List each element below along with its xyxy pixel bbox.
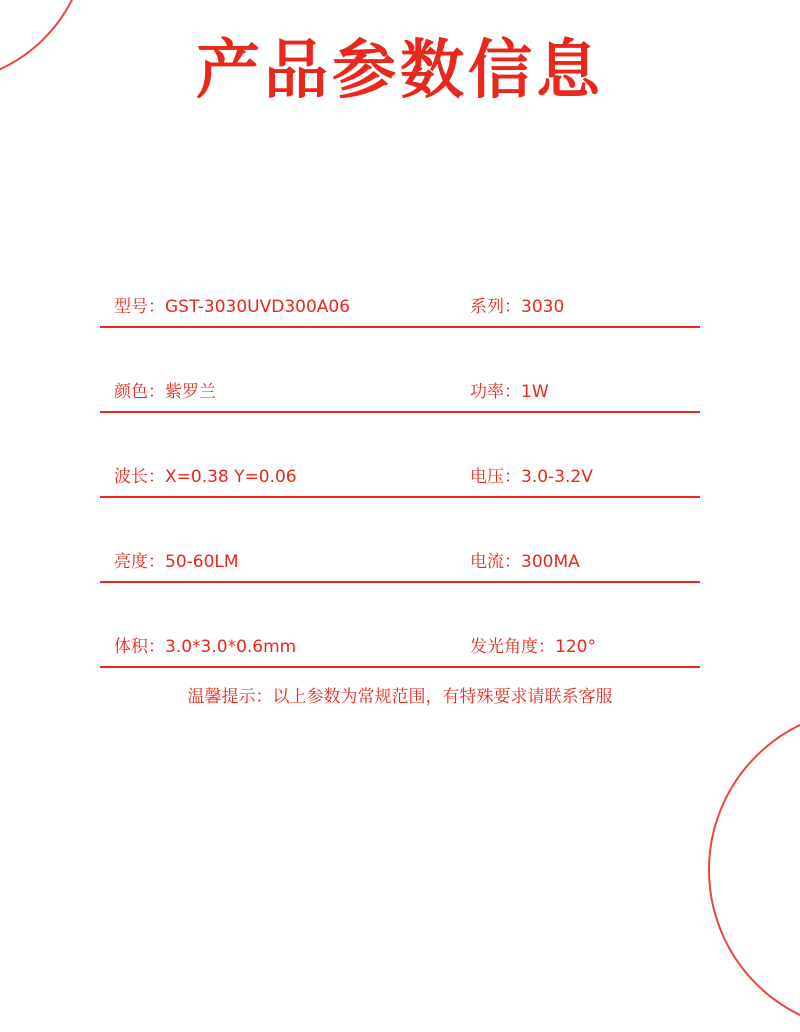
- spec-value-model: GST-3030UVD300A06: [165, 297, 351, 317]
- spec-value-brightness: 50-60LM: [165, 552, 239, 572]
- spec-cell-dimensions: [100, 632, 460, 666]
- spec-value-series: 3030: [521, 297, 565, 317]
- spec-label-voltage: 电压：: [470, 467, 521, 487]
- spec-label-model: 型号：: [114, 297, 165, 317]
- spec-value-voltage: 3.0-3.2V: [521, 467, 593, 487]
- spec-label-wavelength: 波长：: [114, 467, 165, 487]
- footer-note: 温馨提示：以上参数为常规范围，有特殊要求请联系客服: [187, 687, 613, 707]
- table-row: [100, 583, 700, 668]
- spec-value-power: 1W: [521, 382, 549, 402]
- spec-value-current: 300MA: [521, 552, 580, 572]
- spec-label-power: 功率：: [470, 382, 521, 402]
- spec-label-dimensions: 体积：: [114, 637, 165, 657]
- table-row: [100, 413, 700, 498]
- spec-cell-beam-angle: [460, 632, 700, 666]
- spec-label-series: 系列：: [470, 297, 521, 317]
- spec-label-color: 颜色：: [114, 382, 165, 402]
- table-row: [100, 328, 700, 413]
- table-row: [100, 243, 700, 328]
- spec-cell-power: [460, 377, 700, 411]
- spec-value-dimensions: 3.0*3.0*0.6mm: [165, 637, 297, 657]
- spec-cell-voltage: [460, 462, 700, 496]
- spec-value-beam-angle: 120°: [555, 637, 596, 657]
- spec-value-color: 紫罗兰: [165, 382, 216, 402]
- spec-cell-series: [460, 292, 700, 326]
- spec-cell-color: [100, 377, 460, 411]
- decorative-arc-bottom-right: [708, 708, 800, 1032]
- page-title: 产品参数信息: [196, 34, 604, 108]
- spec-cell-current: [460, 547, 700, 581]
- spec-label-beam-angle: 发光角度：: [470, 637, 555, 657]
- spec-cell-wavelength: [100, 462, 460, 496]
- spec-cell-brightness: [100, 547, 460, 581]
- spec-table: [100, 243, 700, 668]
- spec-cell-model: [100, 292, 460, 326]
- table-row: [100, 498, 700, 583]
- spec-label-brightness: 亮度：: [114, 552, 165, 572]
- spec-label-current: 电流：: [470, 552, 521, 572]
- spec-value-wavelength: X=0.38 Y=0.06: [165, 467, 297, 487]
